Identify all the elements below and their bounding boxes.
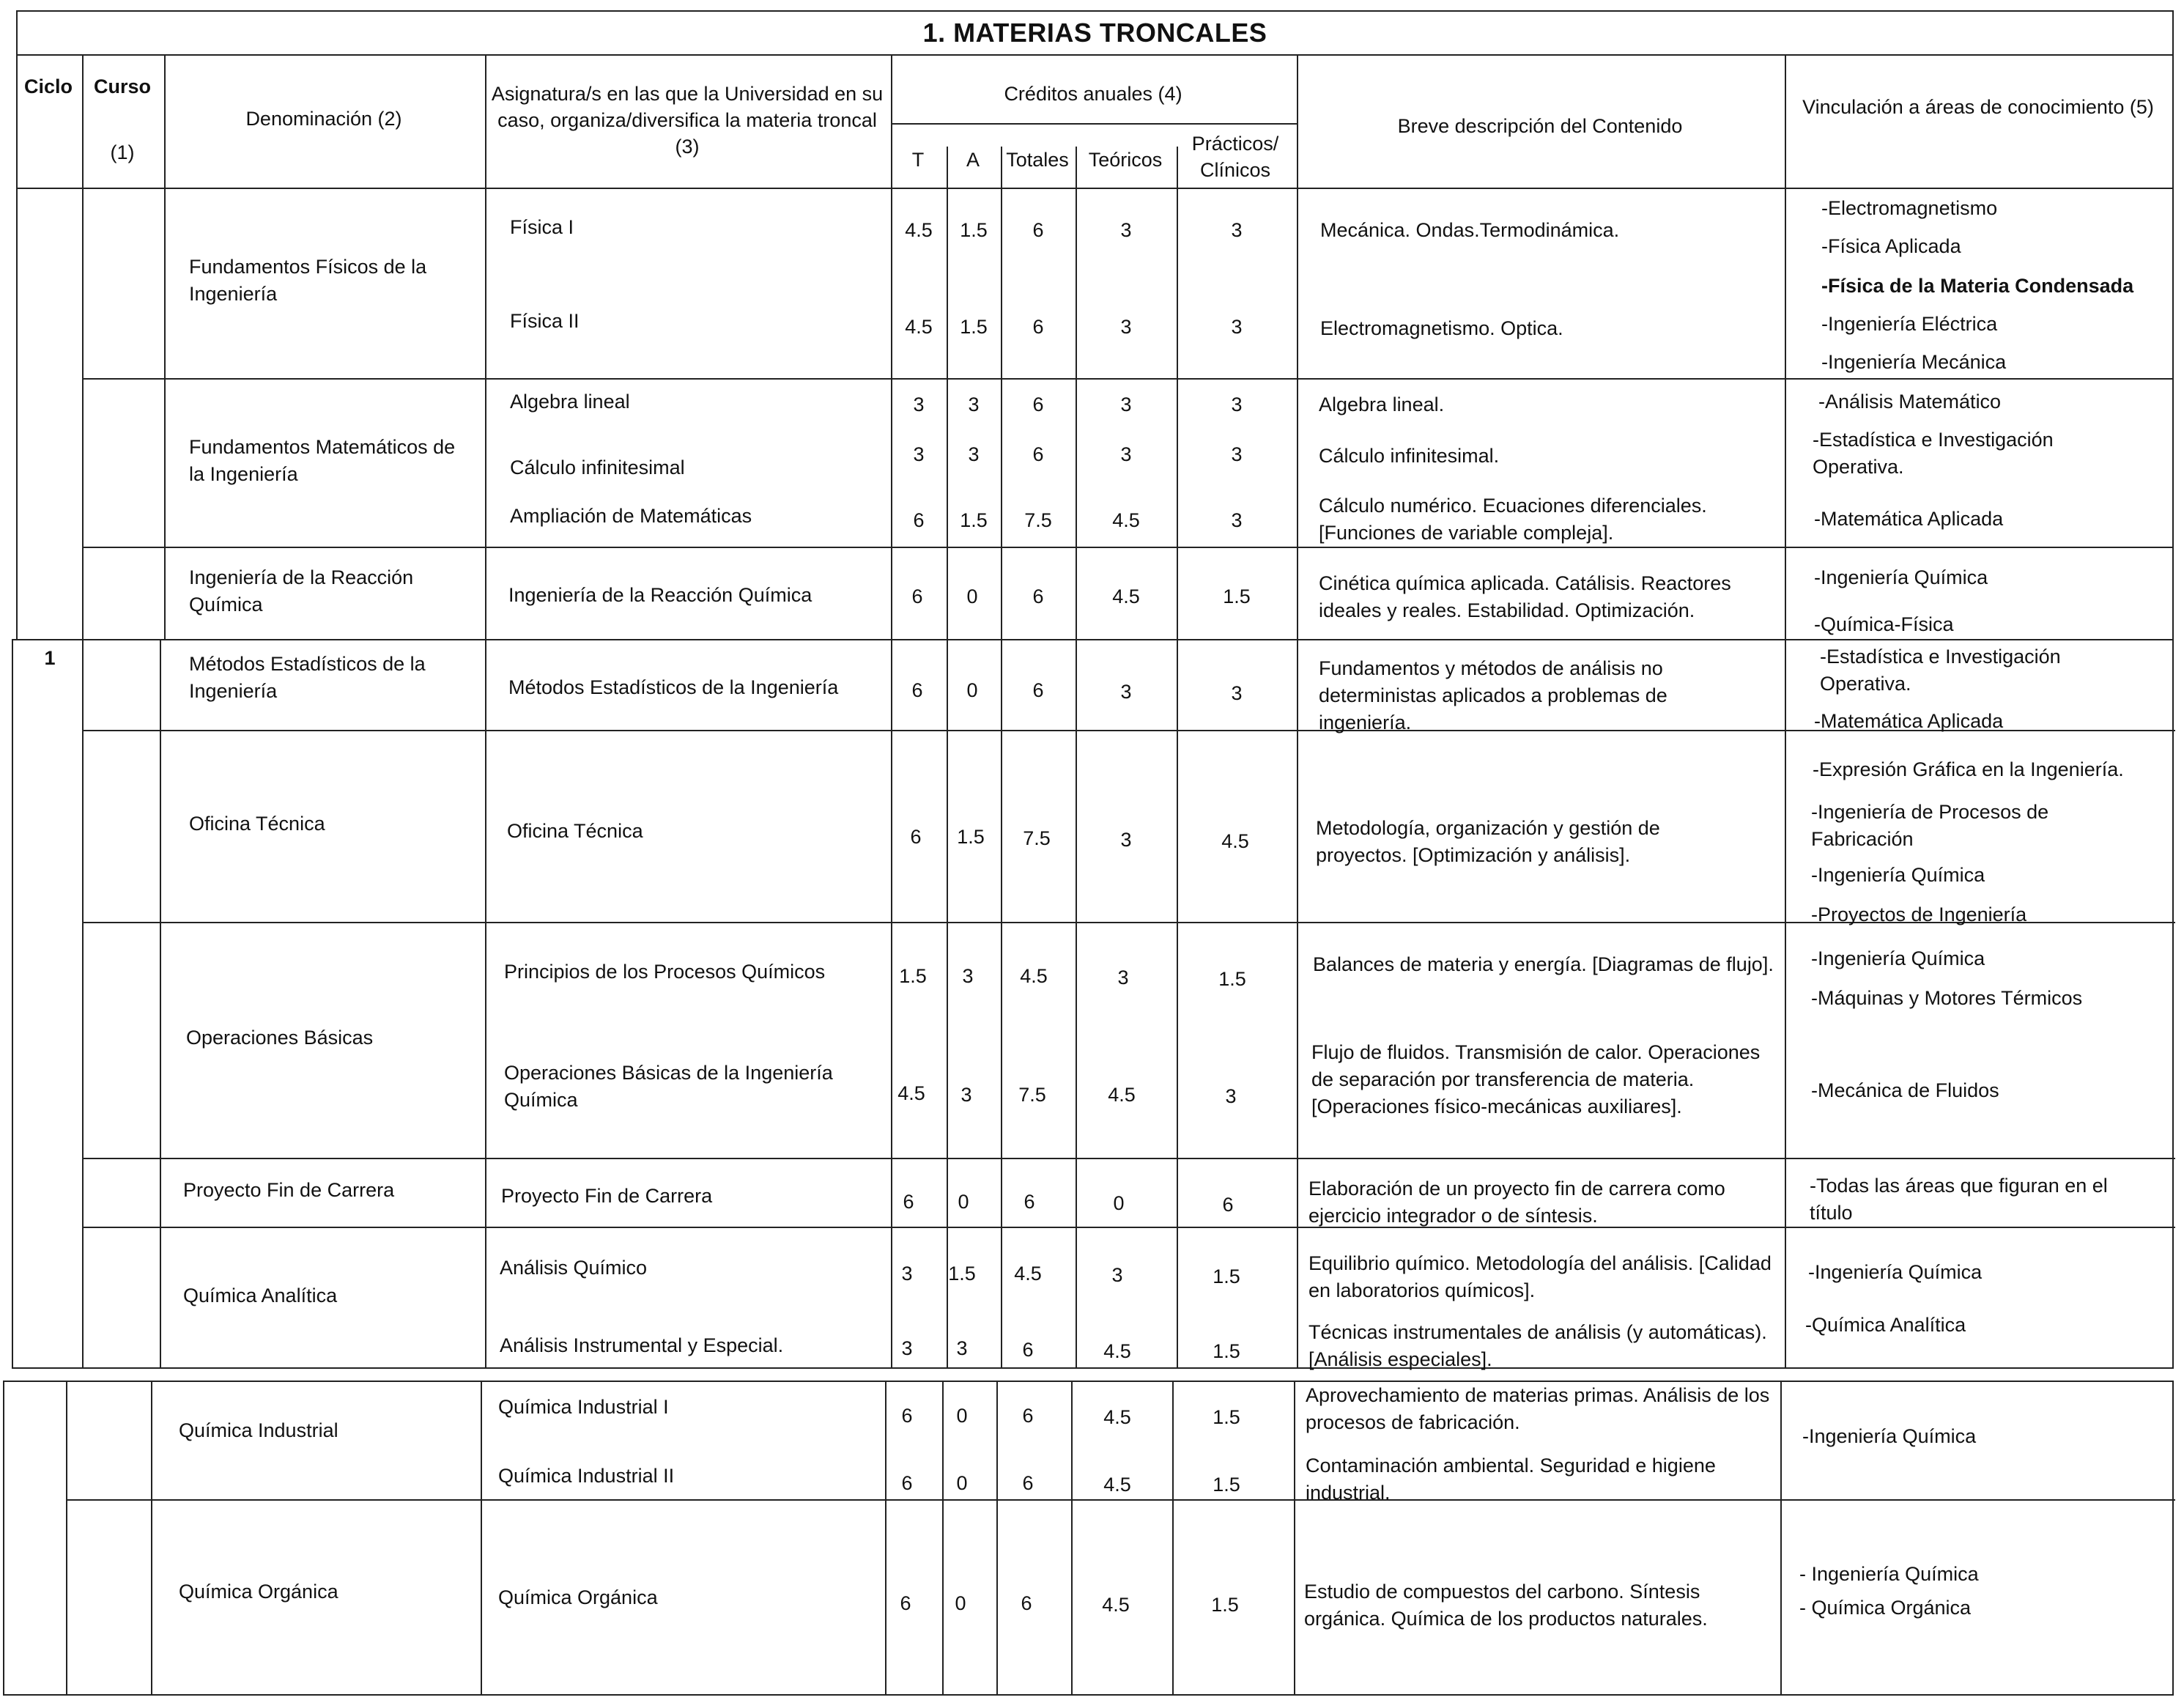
credit-a: 0 <box>966 585 978 607</box>
credit-practicos: 3 <box>1225 1085 1237 1107</box>
header-vinculacion: Vinculación a áreas de conocimiento (5) <box>1802 96 2154 118</box>
credit-totales: 4.5 <box>1020 965 1048 987</box>
table-block-1 <box>16 54 2174 640</box>
asignatura-cell: Proyecto Fin de Carrera <box>501 1185 713 1207</box>
descripcion-cell: Técnicas instrumentales de análisis (y automáticas). [Análisis especiales]. <box>1308 1321 1767 1370</box>
credit-practicos: 4.5 <box>1221 830 1249 852</box>
header-curso: Curso <box>93 75 151 97</box>
denominacion-cell: Operaciones Básicas <box>186 1027 374 1049</box>
asignatura-cell: Cálculo infinitesimal <box>510 457 685 478</box>
credit-totales: 6 <box>1032 585 1044 607</box>
credit-a: 0 <box>958 1191 969 1213</box>
header-asignaturas: Asignatura/s en las que la Universidad en su caso, organiza/diversifica la materia troncal (3) <box>491 83 884 158</box>
descripcion-cell: Cálculo numérico. Ecuaciones diferenciales. [Funciones de variable compleja]. <box>1319 495 1707 544</box>
credit-teoricos: 0 <box>1113 1192 1125 1214</box>
credit-practicos: 3 <box>1231 682 1243 704</box>
area-item: -Ingeniería Química <box>1808 1261 1983 1283</box>
credit-teoricos: 4.5 <box>1108 1084 1136 1106</box>
credit-a: 3 <box>968 443 980 465</box>
credit-teoricos: 4.5 <box>1103 1406 1131 1428</box>
area-item: -Química Analítica <box>1805 1314 1966 1336</box>
credit-t: 6 <box>900 1592 911 1614</box>
denominacion-cell: Fundamentos Físicos de la Ingeniería <box>189 256 427 305</box>
credit-practicos: 3 <box>1231 316 1243 338</box>
credit-practicos: 3 <box>1231 219 1243 241</box>
credit-practicos: 3 <box>1231 509 1243 531</box>
asignatura-cell: Algebra lineal <box>510 391 630 413</box>
credit-teoricos: 3 <box>1120 681 1132 703</box>
header-creditos: Créditos anuales (4) <box>1004 83 1182 105</box>
credit-t: 6 <box>911 585 923 607</box>
credit-practicos: 6 <box>1222 1194 1234 1216</box>
area-item: -Máquinas y Motores Térmicos <box>1811 987 2083 1009</box>
credit-t: 6 <box>913 509 925 531</box>
credit-totales: 6 <box>1032 393 1044 415</box>
credit-teoricos: 3 <box>1120 443 1132 465</box>
table-title: 1. MATERIAS TRONCALES <box>16 10 2174 56</box>
asignatura-cell: Análisis Químico <box>500 1257 648 1279</box>
header-curso-note: (1) <box>110 141 135 163</box>
credit-practicos: 1.5 <box>1213 1340 1240 1362</box>
credit-practicos: 1.5 <box>1213 1474 1240 1496</box>
asignatura-cell: Oficina Técnica <box>507 820 643 842</box>
credit-practicos: 1.5 <box>1223 585 1251 607</box>
descripcion-cell: Cálculo infinitesimal. <box>1319 445 1500 467</box>
credit-t: 6 <box>901 1405 913 1427</box>
credit-t: 4.5 <box>905 316 933 338</box>
area-item: -Química-Física <box>1814 613 1954 635</box>
descripcion-cell: Algebra lineal. <box>1319 393 1445 415</box>
area-item: -Mecánica de Fluidos <box>1811 1079 1999 1101</box>
area-item: - Química Orgánica <box>1799 1597 1972 1619</box>
credit-teoricos: 4.5 <box>1102 1594 1130 1616</box>
descripcion-cell: Mecánica. Ondas.Termodinámica. <box>1320 219 1620 241</box>
credit-teoricos: 4.5 <box>1112 509 1140 531</box>
credit-totales: 7.5 <box>1018 1084 1046 1106</box>
area-item: -Ingeniería Química <box>1814 566 1988 588</box>
credit-totales: 6 <box>1032 679 1044 701</box>
area-item: -Expresión Gráfica en la Ingeniería. <box>1813 758 2124 780</box>
descripcion-cell: Cinética química aplicada. Catálisis. Reactores ideales y reales. Estabilidad. Optimización. <box>1319 572 1731 621</box>
credit-teoricos: 3 <box>1117 967 1129 988</box>
area-item: -Proyectos de Ingeniería <box>1811 903 2027 925</box>
asignatura-cell: Química Industrial II <box>498 1465 675 1487</box>
credit-totales: 6 <box>1032 219 1044 241</box>
credit-t: 3 <box>913 393 925 415</box>
header-descripcion: Breve descripción del Contenido <box>1397 115 1683 137</box>
credit-totales: 6 <box>1022 1339 1034 1361</box>
credit-t: 3 <box>901 1263 913 1285</box>
area-item: -Ingeniería Química <box>1811 864 1985 886</box>
header-t: T <box>911 149 925 171</box>
denominacion-cell: Ingeniería de la Reacción Química <box>189 566 414 616</box>
area-item: -Física de la Materia Condensada <box>1821 275 2134 297</box>
header-ciclo: Ciclo <box>23 75 73 97</box>
denominacion-cell: Métodos Estadísticos de la Ingeniería <box>189 653 426 702</box>
denominacion-cell: Química Analítica <box>183 1285 338 1307</box>
asignatura-cell: Operaciones Básicas de la Ingeniería Química <box>504 1062 833 1111</box>
area-item: -Ingeniería Química <box>1802 1425 1977 1447</box>
area-item: -Todas las áreas que figuran en el título <box>1810 1175 2108 1224</box>
credit-a: 3 <box>962 965 974 987</box>
credit-a: 3 <box>956 1337 968 1359</box>
credit-t: 6 <box>911 679 923 701</box>
descripcion-cell: Contaminación ambiental. Seguridad e higiene industrial. <box>1306 1455 1716 1504</box>
credit-totales: 7.5 <box>1023 827 1051 849</box>
credit-a: 1.5 <box>960 316 988 338</box>
credit-t: 6 <box>910 826 922 848</box>
credit-t: 6 <box>901 1472 913 1494</box>
header-denominacion: Denominación (2) <box>245 108 402 130</box>
credit-totales: 7.5 <box>1024 509 1052 531</box>
credit-a: 0 <box>956 1405 968 1427</box>
descripcion-cell: Equilibrio químico. Metodología del análisis. [Calidad en laboratorios químicos]. <box>1308 1252 1772 1301</box>
descripcion-cell: Electromagnetismo. Optica. <box>1320 317 1563 339</box>
credit-totales: 6 <box>1032 316 1044 338</box>
denominacion-cell: Proyecto Fin de Carrera <box>183 1179 395 1201</box>
credit-t: 1.5 <box>899 965 927 987</box>
credit-teoricos: 4.5 <box>1103 1340 1131 1362</box>
descripcion-cell: Balances de materia y energía. [Diagramas de flujo]. <box>1313 953 1774 975</box>
credit-a: 0 <box>956 1472 968 1494</box>
header-totales: Totales <box>1006 149 1069 171</box>
area-item: -Ingeniería Química <box>1811 947 1985 969</box>
area-item: -Estadística e Investigación Operativa. <box>1813 429 2054 478</box>
credit-teoricos: 3 <box>1120 393 1132 415</box>
credit-practicos: 1.5 <box>1218 968 1246 990</box>
credit-a: 3 <box>968 393 980 415</box>
header-teoricos: Teóricos <box>1088 149 1163 171</box>
denominacion-cell: Oficina Técnica <box>189 813 325 835</box>
credit-totales: 6 <box>1022 1472 1034 1494</box>
credit-practicos: 1.5 <box>1211 1594 1239 1616</box>
asignatura-cell: Análisis Instrumental y Especial. <box>500 1334 784 1356</box>
credit-t: 4.5 <box>905 219 933 241</box>
asignatura-cell: Principios de los Procesos Químicos <box>504 961 826 983</box>
asignatura-cell: Química Orgánica <box>498 1586 658 1608</box>
asignatura-cell: Ampliación de Matemáticas <box>510 505 752 527</box>
asignatura-cell: Física II <box>510 310 580 332</box>
descripcion-cell: Fundamentos y métodos de análisis no deterministas aplicados a problemas de ingeniería. <box>1319 657 1667 733</box>
asignatura-cell: Química Industrial I <box>498 1396 669 1418</box>
credit-teoricos: 3 <box>1111 1264 1123 1286</box>
asignatura-cell: Física I <box>510 216 574 238</box>
credit-a: 1.5 <box>960 219 988 241</box>
area-item: -Matemática Aplicada <box>1814 710 2004 732</box>
ciclo-value: 1 <box>44 647 56 669</box>
area-item: -Ingeniería Eléctrica <box>1821 313 1998 335</box>
credit-teoricos: 3 <box>1120 829 1132 851</box>
denominacion-cell: Química Industrial <box>179 1419 338 1441</box>
credit-a: 0 <box>955 1592 966 1614</box>
credit-totales: 6 <box>1022 1405 1034 1427</box>
header-a: A <box>966 149 980 171</box>
denominacion-cell: Fundamentos Matemáticos de la Ingeniería <box>189 436 456 485</box>
area-item: -Electromagnetismo <box>1821 197 1998 219</box>
denominacion-cell: Química Orgánica <box>179 1581 338 1603</box>
descripcion-cell: Elaboración de un proyecto fin de carrera como ejercicio integrador o de síntesis. <box>1308 1178 1725 1227</box>
credit-teoricos: 3 <box>1120 316 1132 338</box>
credit-totales: 6 <box>1032 443 1044 465</box>
credit-practicos: 1.5 <box>1213 1265 1240 1287</box>
area-item: - Ingeniería Química <box>1799 1563 1979 1585</box>
credit-totales: 4.5 <box>1014 1263 1042 1285</box>
descripcion-cell: Metodología, organización y gestión de proyectos. [Optimización y análisis]. <box>1316 817 1660 866</box>
credit-a: 3 <box>960 1084 972 1106</box>
area-item: -Ingeniería Mecánica <box>1821 351 2007 373</box>
area-item: -Análisis Matemático <box>1818 391 2002 413</box>
header-practicos: Prácticos/ Clínicos <box>1191 133 1279 181</box>
credit-t: 6 <box>903 1191 914 1213</box>
descripcion-cell: Estudio de compuestos del carbono. Síntesis orgánica. Química de los productos naturales. <box>1304 1581 1708 1630</box>
credit-t: 4.5 <box>897 1082 925 1104</box>
asignatura-cell: Ingeniería de la Reacción Química <box>508 584 812 606</box>
credit-practicos: 3 <box>1231 393 1243 415</box>
credit-totales: 6 <box>1021 1592 1032 1614</box>
credit-teoricos: 4.5 <box>1103 1474 1131 1496</box>
credit-practicos: 3 <box>1231 443 1243 465</box>
credit-a: 1.5 <box>957 826 985 848</box>
area-item: -Matemática Aplicada <box>1814 508 2004 530</box>
credit-a: 1.5 <box>960 509 988 531</box>
descripcion-cell: Aprovechamiento de materias primas. Análisis de los procesos de fabricación. <box>1306 1384 1770 1433</box>
area-item: -Física Aplicada <box>1821 235 1961 257</box>
asignatura-cell: Métodos Estadísticos de la Ingeniería <box>508 676 839 698</box>
credit-practicos: 1.5 <box>1213 1406 1240 1428</box>
descripcion-cell: Flujo de fluidos. Transmisión de calor. Operaciones de separación por transferencia de materia. [Operaciones físico-mecánicas auxiliares]. <box>1311 1041 1761 1117</box>
credit-t: 3 <box>901 1337 913 1359</box>
area-item: -Estadística e Investigación Operativa. <box>1820 646 2061 695</box>
credit-a: 1.5 <box>948 1263 976 1285</box>
area-item: -Ingeniería de Procesos de Fabricación <box>1811 801 2049 850</box>
credit-totales: 6 <box>1023 1191 1035 1213</box>
credit-t: 3 <box>913 443 925 465</box>
credit-teoricos: 4.5 <box>1112 585 1140 607</box>
credit-a: 0 <box>966 679 978 701</box>
credit-teoricos: 3 <box>1120 219 1132 241</box>
